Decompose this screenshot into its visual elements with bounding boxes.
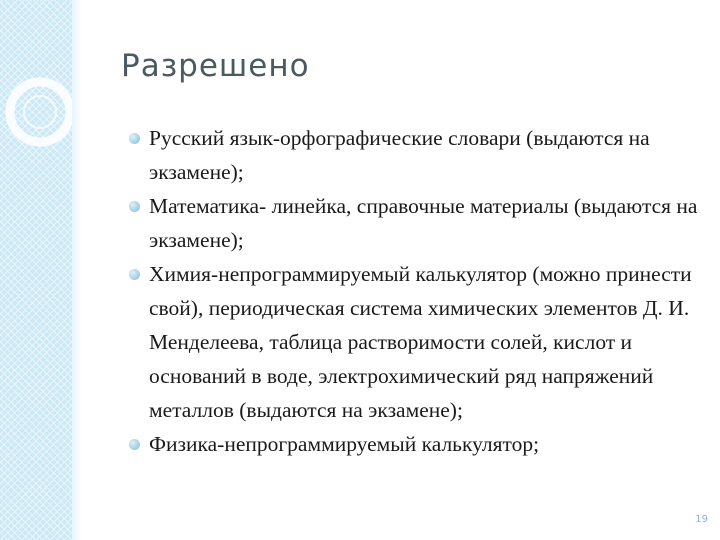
bullet-dot-icon [129, 133, 140, 144]
bullet-dot-icon [129, 269, 140, 280]
bullet-list [129, 121, 704, 461]
page-number: 19 [695, 514, 708, 525]
bullet-text: Физика-непрограммируемый калькулятор; [149, 432, 540, 456]
bullet-text: Русский язык-орфографические словари (выдаются на экзамене); [149, 126, 650, 184]
bullet-item [129, 121, 704, 189]
bullet-text: Химия-непрограммируемый калькулятор (можно принести свой), периодическая система химических элементов Д. И. Менделеева, таблица растворимости солей, кислот и оснований в воде, электрохимический ряд напряжений металлов (выдаются на экзамене); [149, 262, 692, 422]
decorative-side-band [0, 0, 72, 540]
band-edge [72, 0, 82, 540]
bullet-dot-icon [129, 201, 140, 212]
bullet-dot-icon [129, 439, 140, 450]
bullet-text: Математика- линейка, справочные материалы (выдаются на экзамене); [149, 194, 698, 252]
bullet-item [129, 257, 704, 427]
slide-title: Разрешено [121, 48, 310, 84]
bullet-item [129, 427, 704, 461]
bullet-item [129, 189, 704, 257]
decorative-circles [0, 0, 72, 540]
